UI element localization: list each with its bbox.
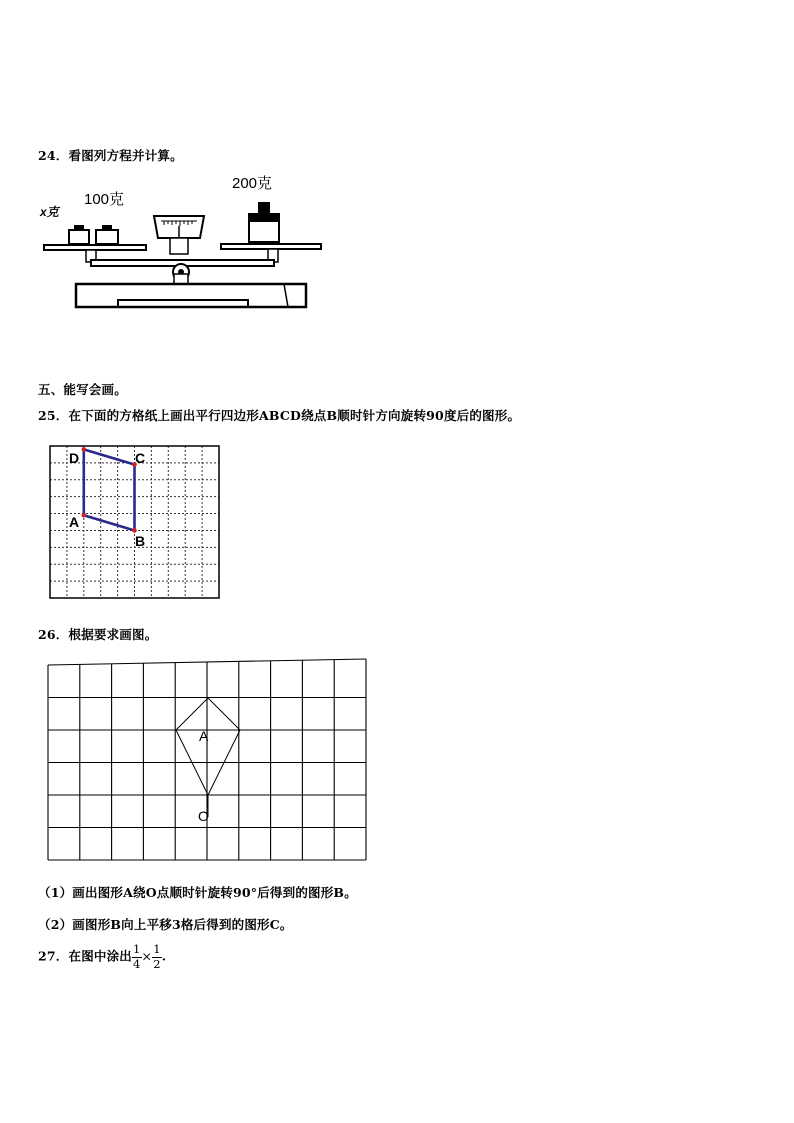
q27-suffix: . [161, 948, 167, 964]
vertex-a [82, 513, 87, 518]
label-d: D [69, 450, 80, 466]
fraction-one-quarter: $\frac{1}{4}$ [133, 942, 141, 971]
label-point-o: O [198, 808, 209, 824]
q27-prefix: 27．在图中涂出 [38, 948, 132, 964]
question-26-text: 26．根据要求画图。 [38, 627, 158, 642]
fraction-one-half: $\frac{1}{2}$ [153, 942, 161, 971]
question-24-text: 24．看图列方程并计算。 [38, 148, 183, 163]
times-sign: × [141, 948, 153, 964]
label-200-gram: 200克 [232, 175, 273, 192]
kite-shape-a [176, 698, 240, 817]
vertex-d [82, 447, 87, 452]
weight-100-icon [96, 225, 118, 244]
weight-200-icon [249, 202, 279, 242]
weight-x-icon [69, 225, 89, 244]
balance-base [76, 284, 306, 307]
section-5-title: 五、能写会画。 [38, 382, 127, 397]
question-27-text [38, 944, 166, 970]
label-a: A [69, 514, 80, 530]
q25-grid-figure [49, 445, 221, 600]
parallelogram-abcd [84, 449, 135, 530]
q26-grid-figure [46, 655, 372, 865]
label-x-gram: x克 [40, 205, 59, 219]
question-26-sub2: （2）画图形B向上平移3格后得到的图形C。 [38, 917, 293, 932]
label-shape-a: A [199, 728, 209, 744]
question-25-text: 25．在下面的方格纸上画出平行四边形ABCD绕点B顺时针方向旋转90度后的图形。 [38, 408, 521, 423]
label-100-gram: 100克 [84, 191, 125, 208]
label-c: C [135, 450, 146, 466]
label-b: B [135, 533, 146, 549]
balance-scale-figure [36, 168, 336, 314]
dial-icon [154, 216, 204, 254]
question-26-sub1: （1）画出图形A绕O点顺时针旋转90°后得到的图形B。 [38, 885, 357, 900]
